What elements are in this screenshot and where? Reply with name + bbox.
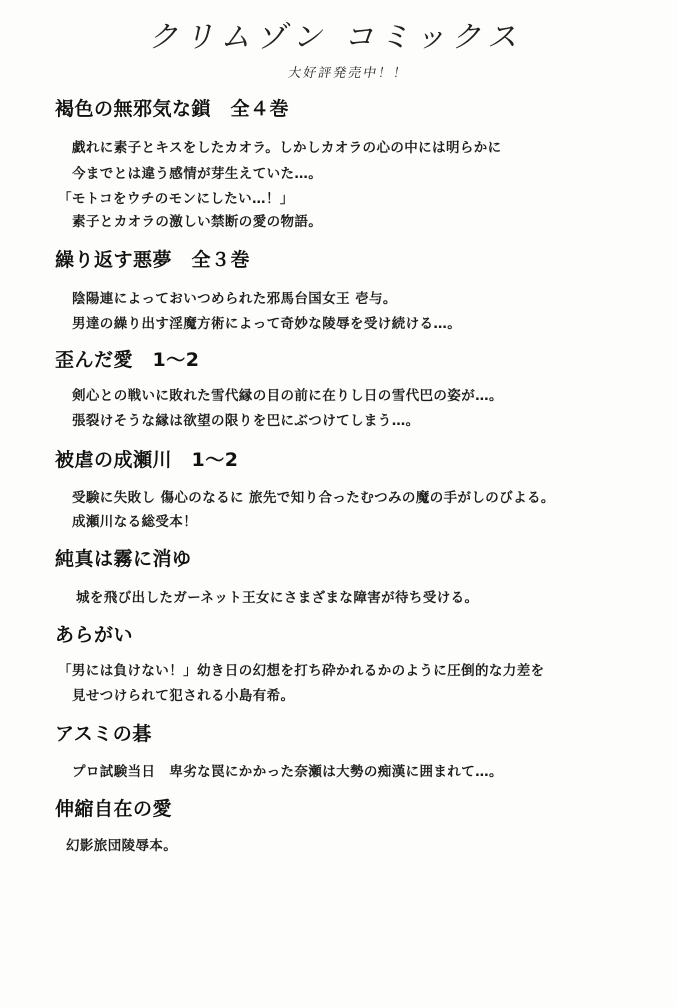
entry-description-line: 張裂けそうな縁は欲望の限りを巴にぶつけてしまう…。 (72, 413, 420, 429)
entry-description-line: 見せつけられて犯される小島有希。 (72, 688, 295, 704)
page-title: クリムゾン コミックス (146, 20, 529, 55)
entry-description-line: 受験に失敗し 傷心のなるに 旅先で知り合ったむつみの魔の手がしのびよる。 (72, 490, 555, 506)
entry-description-line: 剣心との戦いに敗れた雪代縁の目の前に在りし日の雪代巴の姿が…。 (72, 388, 503, 404)
entry-title: 褐色の無邪気な鎖 全４巻 (55, 98, 290, 120)
entry-title: 歪んだ愛 1～2 (55, 349, 200, 371)
entry-title: 繰り返す悪夢 全３巻 (55, 249, 251, 271)
entry-description-line: 成瀬川なる総受本！ (72, 514, 198, 530)
page-subtitle: 大好評発売中！！ (286, 66, 410, 81)
entry-title: 被虐の成瀬川 1～2 (55, 449, 239, 471)
entry-description-line: 今までとは違う感情が芽生えていた…。 (72, 166, 323, 182)
entry-description-line: プロ試験当日 卑劣な罠にかかった奈瀬は大勢の痴漢に囲まれて…。 (72, 764, 503, 780)
entry-description-line: 素子とカオラの激しい禁断の愛の物語。 (72, 214, 323, 230)
entry-title: 純真は霧に消ゆ (55, 548, 192, 570)
entry-title: 伸縮自在の愛 (55, 798, 173, 820)
entry-description-line: 陰陽連によっておいつめられた邪馬台国女王 壱与。 (72, 291, 397, 307)
entry-description-line: 「モトコをウチのモンにしたい…！」 (58, 191, 294, 207)
entry-title: アスミの碁 (55, 723, 152, 745)
entry-description-line: 戯れに素子とキスをしたカオラ。しかしカオラの心の中には明らかに (72, 140, 502, 156)
entry-description-line: 幻影旅団陵辱本。 (66, 838, 178, 854)
entry-description-line: 「男には負けない！」幼き日の幻想を打ち砕かれるかのように圧倒的な力差を (58, 663, 545, 679)
entry-title: あらがい (55, 624, 134, 646)
entry-description-line: 城を飛び出したガーネット王女にさまざまな障害が待ち受ける。 (76, 590, 479, 606)
entry-description-line: 男達の繰り出す淫魔方術によって奇妙な陵辱を受け続ける…。 (72, 316, 462, 332)
